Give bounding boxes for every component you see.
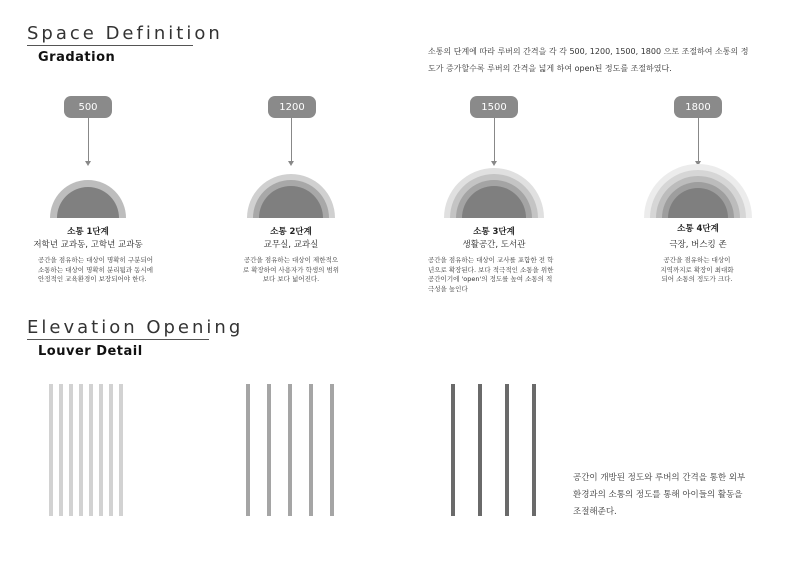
louver-note-line: 조절해준다. xyxy=(573,507,617,517)
space-definition-title: Space Definition xyxy=(27,23,223,44)
louver-bar xyxy=(246,384,250,516)
stage-1-spacing-pill: 500 xyxy=(64,96,112,118)
stage-4-gradation-dome xyxy=(642,162,754,220)
stage-3-arrow-line xyxy=(494,118,495,161)
stage-3-subtitle: 생활공간, 도서관 xyxy=(462,240,526,250)
louver-detail-subtitle: Louver Detail xyxy=(38,344,143,359)
stage-3-desc-line: 공간이기에 'open'의 정도를 높여 소통의 적 xyxy=(428,275,553,283)
louver-bar xyxy=(330,384,334,516)
stage-2-description xyxy=(232,256,350,285)
louver-group-medium xyxy=(246,384,342,516)
louver-note-line: 공간이 개방된 정도와 루버의 간격을 통한 외부 xyxy=(573,473,746,483)
stage-3-title: 소통 3단계 xyxy=(473,227,515,237)
louver-note-line: 환경과의 소통의 정도를 통해 아이들의 활동을 xyxy=(573,490,743,500)
louver-bar xyxy=(109,384,113,516)
stage-2-desc-line: 보다 보다 넓어진다. xyxy=(262,275,320,283)
stage-2-subtitle: 교무실, 교과실 xyxy=(263,240,319,250)
stage-3-gradation-dome xyxy=(438,162,550,220)
louver-bar xyxy=(532,384,536,516)
stage-4-desc-line: 공간을 점유하는 대상이 xyxy=(663,256,731,264)
intro-line-1: 소통의 단계에 따라 루버의 간격을 각 각 500, 1200, 1500, 1800 으로 조절하여 소통의 정 xyxy=(428,47,749,56)
stage-4-subtitle: 극장, 버스킹 존 xyxy=(669,240,727,250)
louver-group-dense xyxy=(49,384,129,516)
stage-4-description xyxy=(638,256,756,285)
stage-1-subtitle: 저학년 교과동, 고학년 교과동 xyxy=(33,240,143,250)
louver-note xyxy=(573,470,773,521)
stage-4-desc-line: 지역까지로 확장이 최대화 xyxy=(660,265,734,274)
stage-2-desc-line: 로 확장하여 사용자가 학생의 범위 xyxy=(242,265,340,274)
louver-bar xyxy=(79,384,83,516)
stage-2-arrow-line xyxy=(291,118,292,161)
stage-3-desc-line: 극성을 높인다 xyxy=(428,284,468,293)
stage-1-title: 소통 1단계 xyxy=(67,227,109,237)
stage-4-spacing-pill: 1800 xyxy=(674,96,722,118)
louver-bar xyxy=(451,384,455,516)
stage-2-arrow-head xyxy=(288,161,294,166)
stage-1-desc-line: 소통하는 대상이 명확히 분리됨과 동시에 xyxy=(38,265,154,274)
elevation-opening-underline xyxy=(27,339,209,340)
stage-1-gradation-dome xyxy=(43,170,133,220)
stage-3-desc-line: 년으로 확장된다. 보다 적극적인 소통을 위한 xyxy=(428,265,554,274)
louver-bar xyxy=(478,384,482,516)
louver-bar xyxy=(89,384,93,516)
gradation-intro xyxy=(428,43,783,77)
stage-4-arrow-line xyxy=(698,118,699,161)
gradation-subtitle: Gradation xyxy=(38,50,116,65)
stage-1-arrow-head xyxy=(85,161,91,166)
stage-1-desc-line: 안정적인 교육환경이 보장되어야 한다. xyxy=(38,275,147,283)
louver-bar xyxy=(119,384,123,516)
louver-bar xyxy=(309,384,313,516)
stage-4-desc-line: 되어 소통의 정도가 크다. xyxy=(661,275,733,283)
louver-bar xyxy=(69,384,73,516)
louver-bar xyxy=(267,384,271,516)
louver-group-wide xyxy=(451,384,541,516)
louver-bar xyxy=(49,384,53,516)
stage-3-spacing-pill: 1500 xyxy=(470,96,518,118)
stage-1-desc-line: 공간을 점유하는 대상이 명확히 구분되어 xyxy=(38,256,154,264)
louver-bar xyxy=(99,384,103,516)
elevation-opening-title: Elevation Opening xyxy=(27,317,244,338)
louver-bar xyxy=(59,384,63,516)
stage-3-desc-line: 공간을 점유하는 대상이 교사를 포함한 전 학 xyxy=(428,256,554,264)
stage-2-title: 소통 2단계 xyxy=(270,227,312,237)
space-definition-underline xyxy=(27,45,193,46)
stage-2-spacing-pill: 1200 xyxy=(268,96,316,118)
stage-1-description xyxy=(38,256,156,285)
stage-2-gradation-dome xyxy=(241,168,341,220)
intro-line-2: 도가 증가할수록 루버의 간격을 넓게 하여 open된 정도를 조절하였다. xyxy=(428,64,672,73)
stage-4-title: 소통 4단계 xyxy=(677,224,719,234)
stage-2-desc-line: 공간을 점유하는 대상이 제한적으 xyxy=(243,256,339,264)
stage-3-description xyxy=(428,256,563,294)
stage-1-arrow-line xyxy=(88,118,89,161)
louver-bar xyxy=(288,384,292,516)
louver-bar xyxy=(505,384,509,516)
